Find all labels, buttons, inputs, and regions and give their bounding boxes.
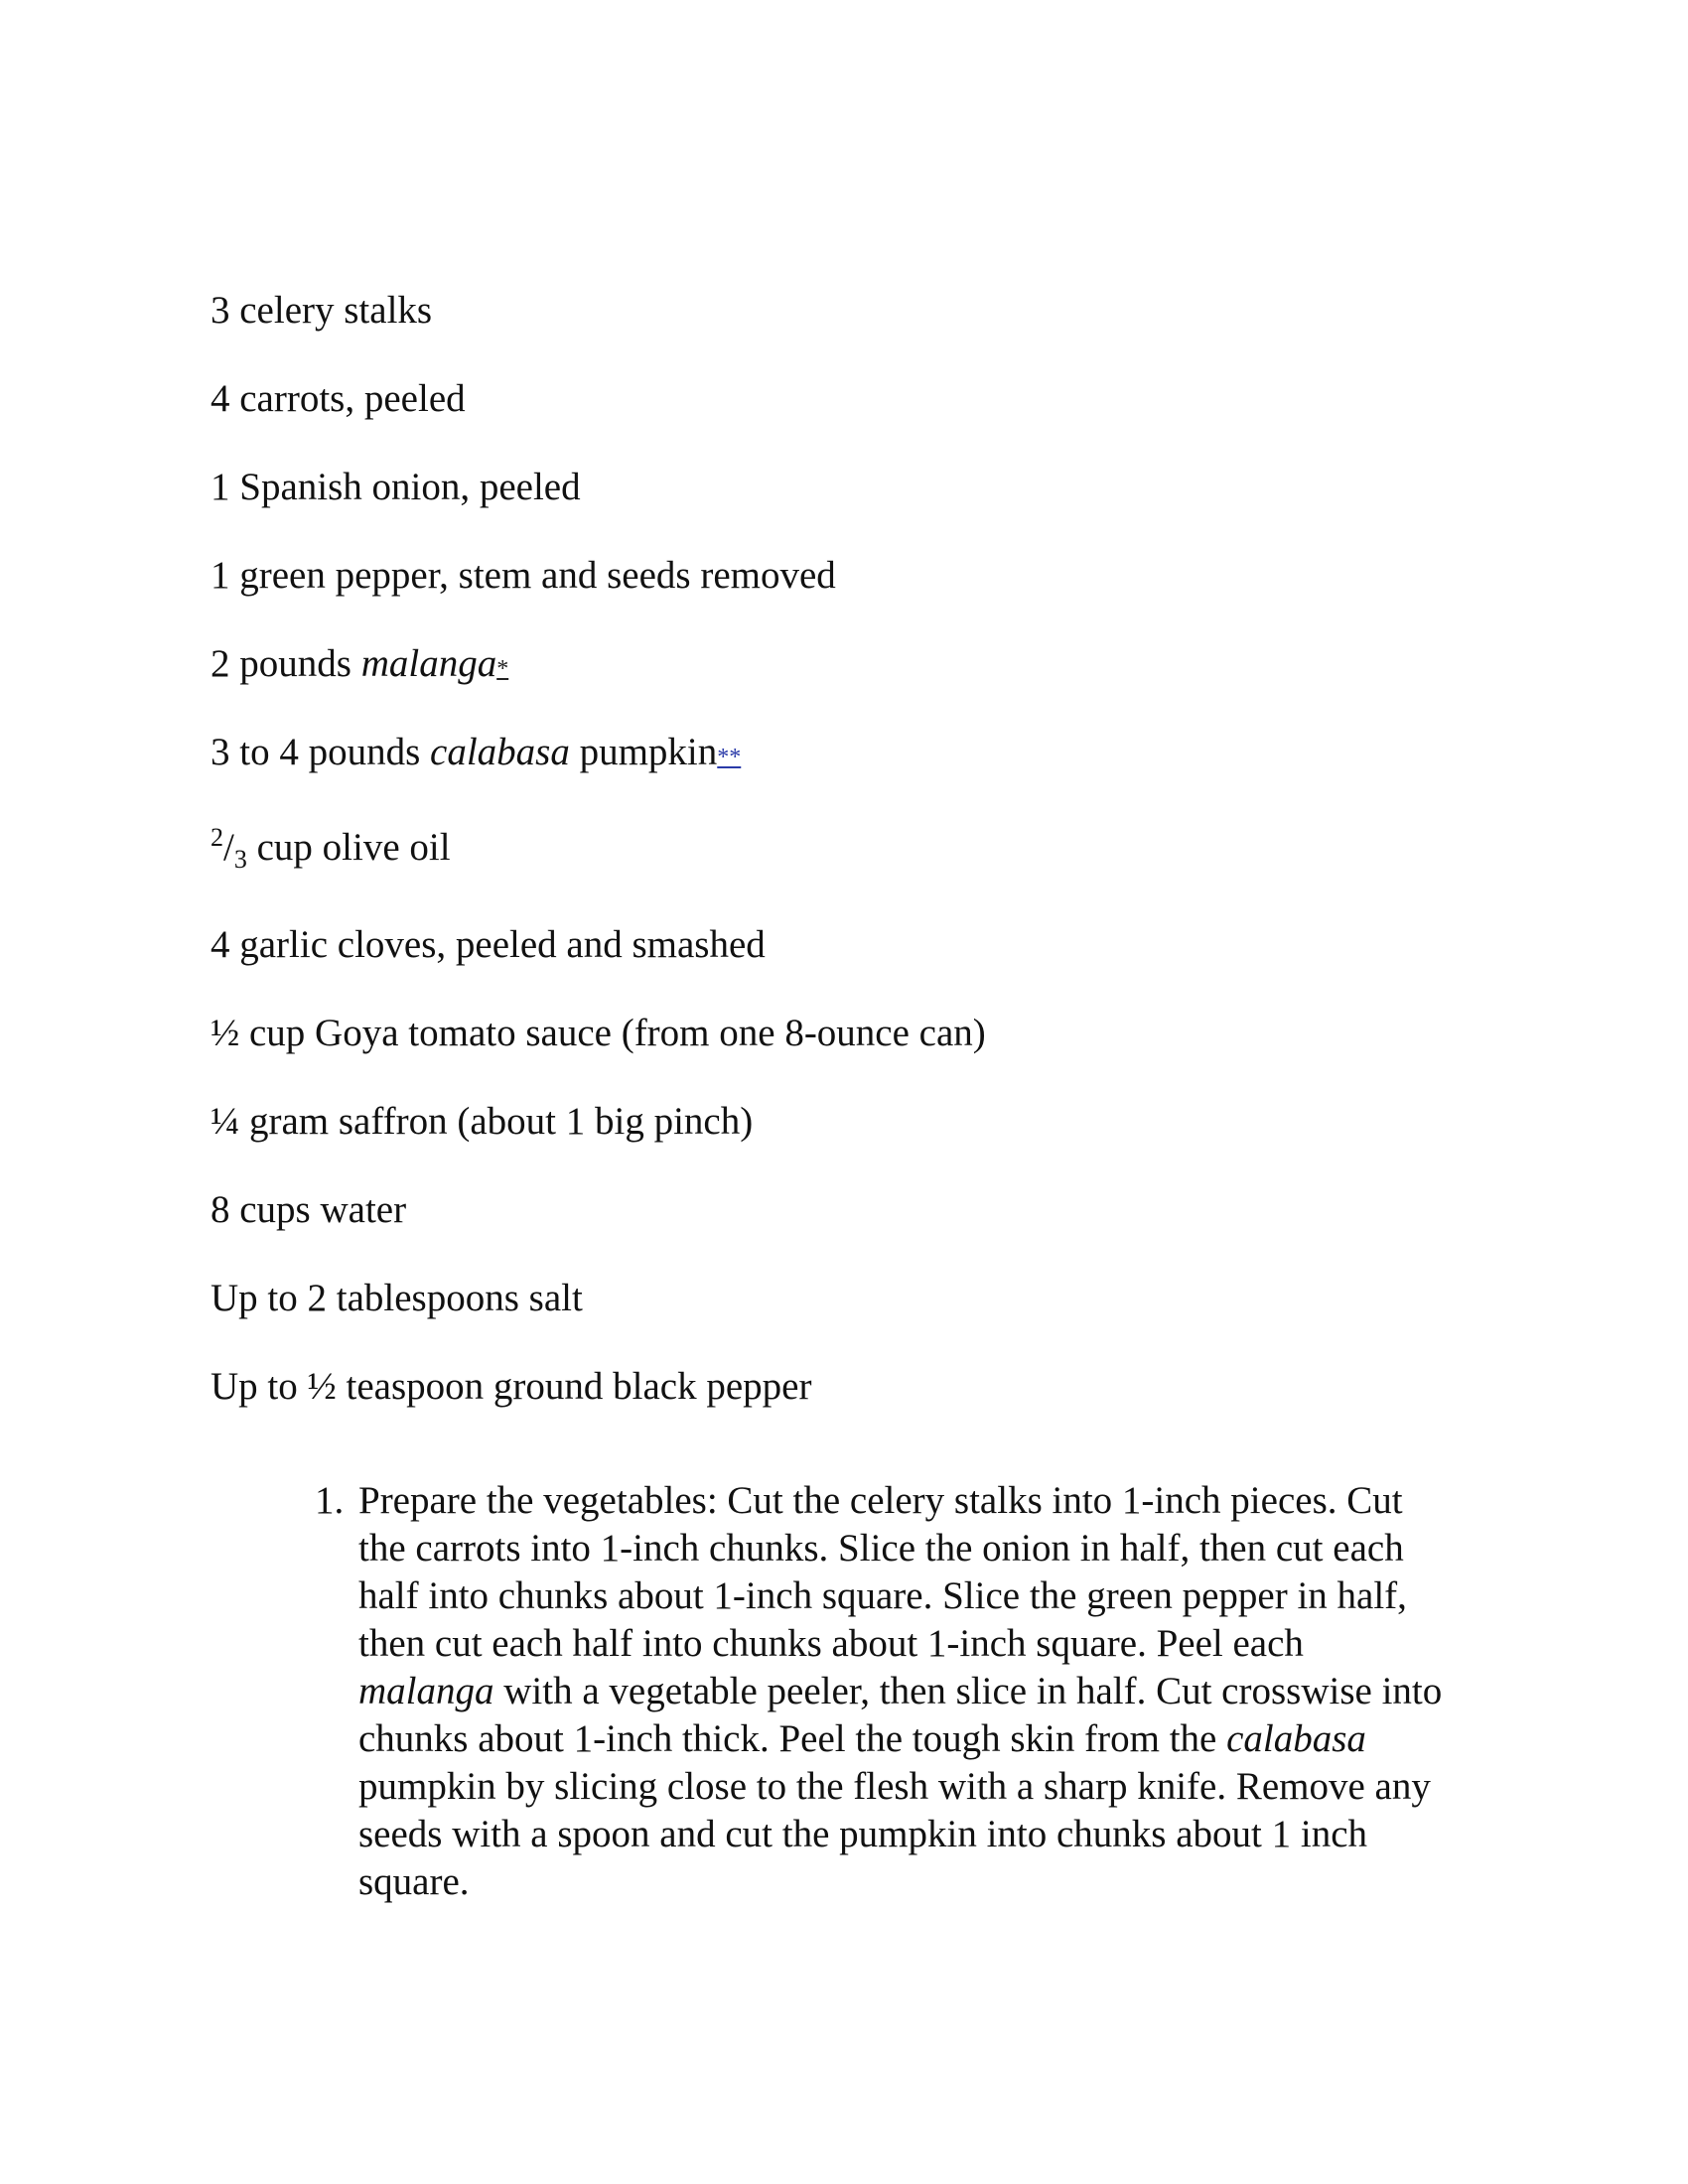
ingredient-italic-term: malanga xyxy=(360,642,497,685)
step-text-part: with a vegetable peeler, then slice in half. Cut crosswise into chunks about 1-inch thick. Peel the tough skin from the xyxy=(358,1670,1443,1760)
ingredient-item xyxy=(211,824,451,872)
step-text xyxy=(358,1479,1442,1903)
ingredient-text: 3 to 4 pounds xyxy=(211,731,431,773)
ingredient-item xyxy=(211,375,466,423)
ingredient-text: cup olive oil xyxy=(246,826,451,869)
fraction-numerator: 2 xyxy=(211,823,223,852)
ingredient-item xyxy=(211,287,432,335)
footnote-link[interactable]: ** xyxy=(717,745,742,770)
ingredient-text: Up to ½ teaspoon ground black pepper xyxy=(211,1365,812,1408)
ingredient-text: ½ cup Goya tomato sauce (from one 8-ounce can) xyxy=(211,1012,986,1054)
ingredient-item xyxy=(211,729,741,781)
step-italic-term: calabasa xyxy=(1226,1717,1366,1760)
ingredient-item xyxy=(211,921,766,969)
ingredient-text: 8 cups water xyxy=(211,1188,407,1231)
ingredient-item xyxy=(211,1186,406,1234)
step-text-part: Prepare the vegetables: Cut the celery stalks into 1-inch pieces. Cut the carrots into 1-inch chunks. Slice the onion in half, then cut each half into chunks about 1-inch square. Slice the green pepper in half, then cut each half into chunks about 1-inch square. Peel each xyxy=(358,1479,1407,1665)
ingredient-italic-term: calabasa xyxy=(430,731,570,773)
instructions-list xyxy=(311,1477,1443,1906)
ingredient-item xyxy=(211,640,508,693)
step-number: 1. xyxy=(315,1479,345,1522)
instruction-step xyxy=(311,1477,1443,1906)
ingredient-item xyxy=(211,1098,753,1146)
ingredient-item xyxy=(211,552,836,600)
footnote-link[interactable]: * xyxy=(496,656,509,682)
ingredient-text: pumpkin xyxy=(569,731,718,773)
ingredient-text: 3 celery stalks xyxy=(211,289,433,332)
ingredient-text: Up to 2 tablespoons salt xyxy=(211,1277,583,1319)
ingredient-item xyxy=(211,464,581,511)
ingredient-text: ¼ gram saffron (about 1 big pinch) xyxy=(211,1100,754,1143)
fraction-denominator: 3 xyxy=(233,845,247,874)
step-italic-term: malanga xyxy=(358,1670,494,1712)
ingredient-item xyxy=(211,1010,986,1057)
ingredient-text: 1 Spanish onion, peeled xyxy=(211,466,581,508)
ingredient-item xyxy=(211,1363,811,1411)
ingredient-text: 4 carrots, peeled xyxy=(211,377,466,420)
ingredient-item xyxy=(211,1275,583,1322)
ingredient-text: 2 pounds xyxy=(211,642,361,685)
ingredient-text: 1 green pepper, stem and seeds removed xyxy=(211,554,836,597)
fraction-slash: / xyxy=(223,826,234,869)
ingredient-text: 4 garlic cloves, peeled and smashed xyxy=(211,923,766,966)
step-text-part: pumpkin by slicing close to the flesh with a sharp knife. Remove any seeds with a spoon and cut the pumpkin into chunks about 1 inch square. xyxy=(358,1765,1431,1903)
